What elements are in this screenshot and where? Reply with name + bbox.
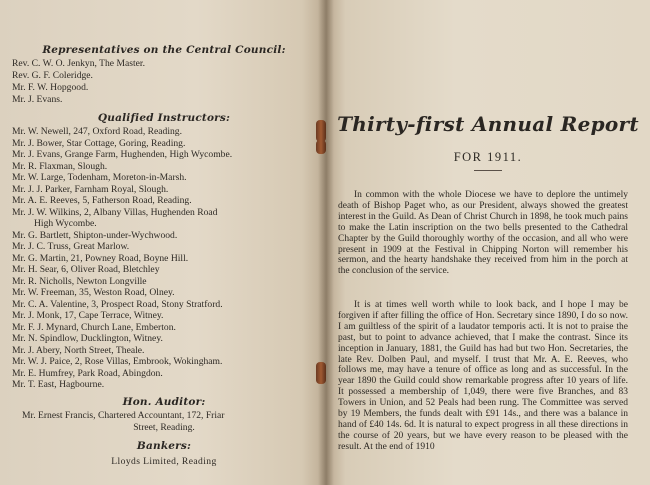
instructor-line: Mr. N. Spindlow, Ducklington, Witney. [12, 333, 163, 344]
instructor-line: High Wycombe. [34, 218, 97, 229]
representatives-heading: Representatives on the Central Council: [42, 44, 286, 56]
instructor-line: Mr. J. Monk, 17, Cape Terrace, Witney. [12, 310, 164, 321]
auditor-line: Street, Reading. [133, 422, 195, 433]
instructor-line: Mr. R. Nicholls, Newton Longville [12, 275, 147, 287]
paragraph [338, 190, 628, 277]
paragraph-text: It is at times well worth while to look back, and I hope I may be forgiven if after filling the office of Hon. Secretary since 1890, I do so now. I am guiltless of the spirit of a laudator temporis acti. It is not to praise the past, but to point to advance achieved, that I make the contrast. Since its inception in January, 1881, the Guild has had but two Hon. Secretaries, the late Rev. Dolben Paul, and myself. I trust that Mr. A. E. Reeves, who follows me, may have a tenure of office as long and as successful. In the year 1890 the Guild could show remarkable progress after 10 years of life. It possessed a membership of 1,049, there were five Branches, and 83 Towers in Union, and 52 Peals had been rung. The Committee was served by 19 Members, the funds dealt with £91 14s., and there was a balance in hand of £40 14s. 6d. It is natural to expect progress in all these directions in the course of 20 years, but we have every reason to be pleased with the result. At the end of 1910 [338, 300, 628, 452]
instructor-line: Mr. R. Flaxman, Slough. [12, 160, 108, 172]
book-gutter [318, 0, 334, 485]
title-rule [474, 170, 502, 171]
representative-line: Rev. G. F. Coleridge. [12, 70, 93, 81]
instructor-line: Mr. J. Bower, Star Cottage, Goring, Reading. [12, 137, 186, 149]
instructor-line: Mr. J. Abery, North Street, Theale. [12, 344, 145, 356]
instructor-line: Mr. J. Evans, Grange Farm, Hughenden, High Wycombe. [12, 149, 233, 160]
instructor-line: Mr. J. J. Parker, Farnham Royal, Slough. [12, 183, 169, 195]
staple [316, 140, 326, 154]
instructor-line: Mr. A. E. Reeves, 5, Fatherson Road, Reading. [12, 195, 192, 206]
instructor-line: Mr. G. Bartlett, Shipton-under-Wychwood. [12, 229, 178, 241]
instructor-line: Mr. W. Newell, 247, Oxford Road, Reading. [12, 126, 183, 137]
instructor-line: Mr. T. East, Hagbourne. [12, 379, 105, 390]
staple [316, 120, 326, 142]
instructor-line: Mr. G. Martin, 21, Powney Road, Boyne Hill. [12, 252, 189, 264]
bankers-heading: Bankers: [136, 440, 192, 452]
instructor-line: Mr. F. J. Mynard, Church Lane, Emberton. [12, 321, 176, 333]
instructor-line: Mr. E. Humfrey, Park Road, Abingdon. [12, 367, 163, 379]
report-title: Thirty-first Annual Report [337, 112, 639, 136]
bankers-line: Lloyds Limited, Reading [111, 456, 217, 467]
auditor-line: Mr. Ernest Francis, Chartered Accountant, 172, Friar [22, 410, 225, 421]
instructors-heading: Qualified Instructors: [97, 112, 231, 124]
instructor-line: Mr. W. Large, Todenham, Moreton-in-Marsh. [12, 172, 187, 183]
instructor-line: Mr. H. Sear, 6, Oliver Road, Bletchley [12, 264, 160, 275]
representative-line: Rev. C. W. O. Jenkyn, The Master. [12, 58, 145, 69]
paragraph-text: In common with the whole Diocese we have to deplore the untimely death of Bishop Paget who, as our President, always showed the greatest interest in the Guild. As Dean of Christ Church in 1898, he took much pains to make the Latin inscription on the two bells presented to the Cathedral Chapter by the Guild thoroughly worthy of the occasion, and all who were present in 1909 at the Festival in Chipping Norton will remember his sermon, and the hearty handshake they received from him in the porch at the conclusion of the service. [338, 190, 628, 277]
instructor-line: Mr. W. J. Paice, 2, Rose Villas, Embrook, Wokingham. [12, 356, 223, 367]
auditor-heading: Hon. Auditor: [122, 396, 206, 408]
instructor-line: Mr. J. W. Wilkins, 2, Albany Villas, Hughenden Road [12, 206, 218, 218]
representative-line: Mr. J. Evans. [12, 94, 63, 105]
staple [316, 362, 326, 384]
instructor-line: Mr. J. C. Truss, Great Marlow. [12, 241, 130, 252]
instructor-line: Mr. W. Freeman, 35, Weston Road, Olney. [12, 287, 175, 298]
paragraph [338, 300, 628, 453]
right-page [326, 0, 650, 485]
instructor-line: Mr. C. A. Valentine, 3, Prospect Road, Stony Stratford. [12, 298, 223, 310]
representative-line: Mr. F. W. Hopgood. [12, 82, 89, 93]
report-subtitle: FOR 1911. [453, 150, 523, 164]
